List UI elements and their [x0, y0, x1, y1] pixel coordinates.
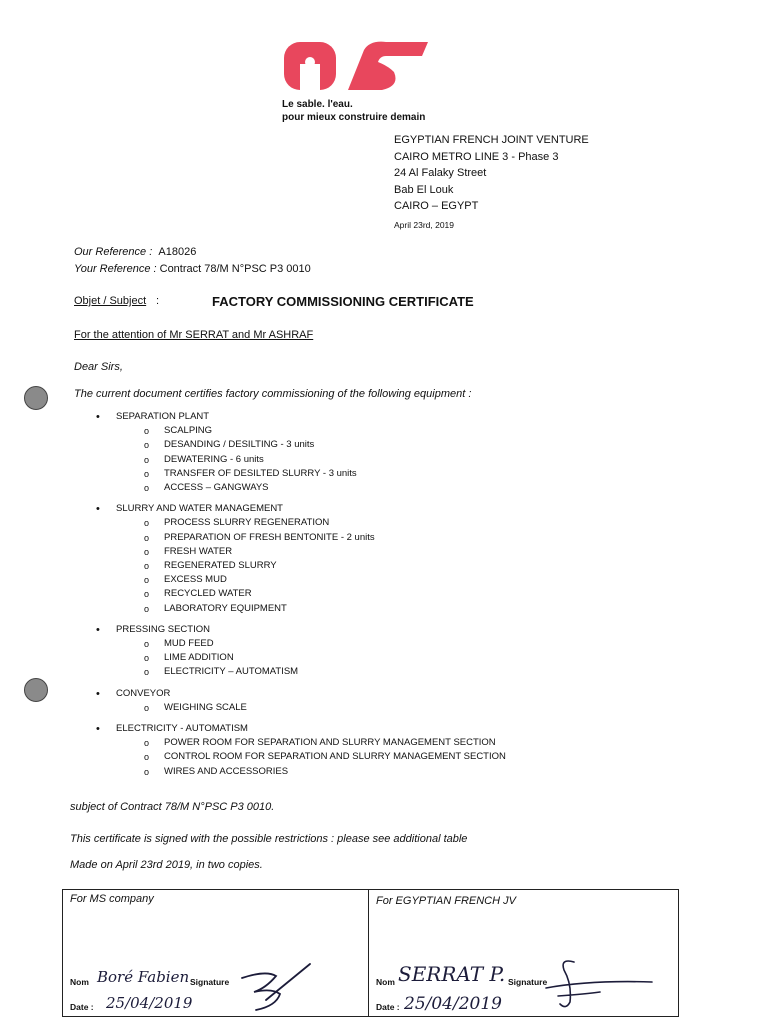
ms-company-heading: For MS company — [70, 893, 154, 905]
equipment-category: • ELECTRICITY - AUTOMATISM — [92, 722, 652, 736]
equipment-category: • SLURRY AND WATER MANAGEMENT — [92, 502, 652, 516]
date-label: Date : — [70, 1002, 94, 1012]
equipment-item: o EXCESS MUD — [92, 573, 652, 587]
restrictions-line: This certificate is signed with the possible restrictions : please see additional table — [70, 833, 468, 845]
contract-line: subject of Contract 78/M N°PSC P3 0010. — [70, 801, 275, 813]
equipment-section — [92, 502, 652, 616]
signature-label: Signature — [508, 977, 548, 987]
address-line: 24 Al Falaky Street — [394, 167, 487, 179]
equipment-category: • SEPARATION PLANT — [92, 410, 652, 424]
equipment-item: o LIME ADDITION — [92, 651, 652, 665]
references — [74, 244, 311, 277]
equipment-item: o REGENERATED SLURRY — [92, 559, 652, 573]
equipment-item: o LABORATORY EQUIPMENT — [92, 602, 652, 616]
our-reference-label: Our Reference : — [74, 246, 153, 258]
recipient-address — [394, 132, 589, 215]
equipment-section — [92, 722, 652, 779]
equipment-item: o WEIGHING SCALE — [92, 701, 652, 715]
subject-label: Objet / Subject — [74, 295, 147, 307]
jv-signature-date: 25/04/2019 — [404, 994, 502, 1014]
address-line: EGYPTIAN FRENCH JOINT VENTURE — [394, 134, 589, 146]
signature-table-divider — [368, 889, 369, 1017]
ms-signature-date: 25/04/2019 — [106, 994, 193, 1012]
equipment-item: o DESANDING / DESILTING - 3 units — [92, 438, 652, 452]
equipment-item: o WIRES AND ACCESSORIES — [92, 765, 652, 779]
equipment-item: o SCALPING — [92, 424, 652, 438]
greeting: Dear Sirs, — [74, 361, 123, 373]
equipment-item: o RECYCLED WATER — [92, 587, 652, 601]
jv-heading: For EGYPTIAN FRENCH JV — [376, 895, 516, 907]
tagline-line-1: Le sable. l'eau. — [282, 99, 353, 110]
equipment-item: o PREPARATION OF FRESH BENTONITE - 2 units — [92, 531, 652, 545]
your-reference-value: Contract 78/M N°PSC P3 0010 — [159, 262, 311, 275]
tagline-line-2: pour mieux construire demain — [282, 112, 426, 123]
jv-signature-mark — [540, 954, 660, 1016]
intro-paragraph: The current document certifies factory commissioning of the following equipment : — [74, 388, 472, 400]
equipment-section — [92, 623, 652, 680]
document-title: FACTORY COMMISSIONING CERTIFICATE — [212, 294, 474, 309]
equipment-category: • CONVEYOR — [92, 687, 652, 701]
ms-signatory-name: Boré Fabien — [97, 968, 190, 986]
subject-colon: : — [156, 295, 160, 307]
equipment-category: • PRESSING SECTION — [92, 623, 652, 637]
punch-hole-icon — [24, 678, 48, 702]
equipment-item: o FRESH WATER — [92, 545, 652, 559]
address-line: CAIRO METRO LINE 3 - Phase 3 — [394, 150, 559, 163]
date-label: Date : — [376, 1002, 400, 1012]
attention-line: For the attention of Mr SERRAT and Mr ASHRAF — [74, 329, 314, 341]
punch-hole-icon — [24, 386, 48, 410]
jv-signatory-name: SERRAT P. — [398, 962, 506, 986]
equipment-item: o ACCESS – GANGWAYS — [92, 481, 652, 495]
address-line: CAIRO – EGYPT — [394, 200, 479, 212]
your-reference-label: Your Reference : — [74, 262, 157, 275]
equipment-item: o ELECTRICITY – AUTOMATISM — [92, 665, 652, 679]
equipment-item: o TRANSFER OF DESILTED SLURRY - 3 units — [92, 467, 652, 481]
equipment-section — [92, 410, 652, 495]
ms-signature-mark — [236, 958, 316, 1016]
logo-tagline — [282, 98, 425, 124]
equipment-item: o MUD FEED — [92, 637, 652, 651]
address-line: Bab El Louk — [394, 183, 454, 196]
nom-label: Nom — [376, 977, 395, 987]
equipment-item: o PROCESS SLURRY REGENERATION — [92, 516, 652, 530]
equipment-item: o DEWATERING - 6 units — [92, 453, 652, 467]
made-on-line: Made on April 23rd 2019, in two copies. — [70, 859, 263, 871]
equipment-item: o CONTROL ROOM FOR SEPARATION AND SLURRY MANAGEMENT SECTION — [92, 750, 652, 764]
our-reference-value: A18026 — [158, 246, 197, 258]
letter-date: April 23rd, 2019 — [394, 220, 455, 230]
nom-label: Nom — [70, 977, 89, 987]
equipment-list — [92, 410, 652, 786]
equipment-section — [92, 687, 652, 715]
signature-label: Signature — [190, 977, 230, 987]
ms-logo — [282, 38, 432, 94]
equipment-item: o POWER ROOM FOR SEPARATION AND SLURRY MANAGEMENT SECTION — [92, 736, 652, 750]
